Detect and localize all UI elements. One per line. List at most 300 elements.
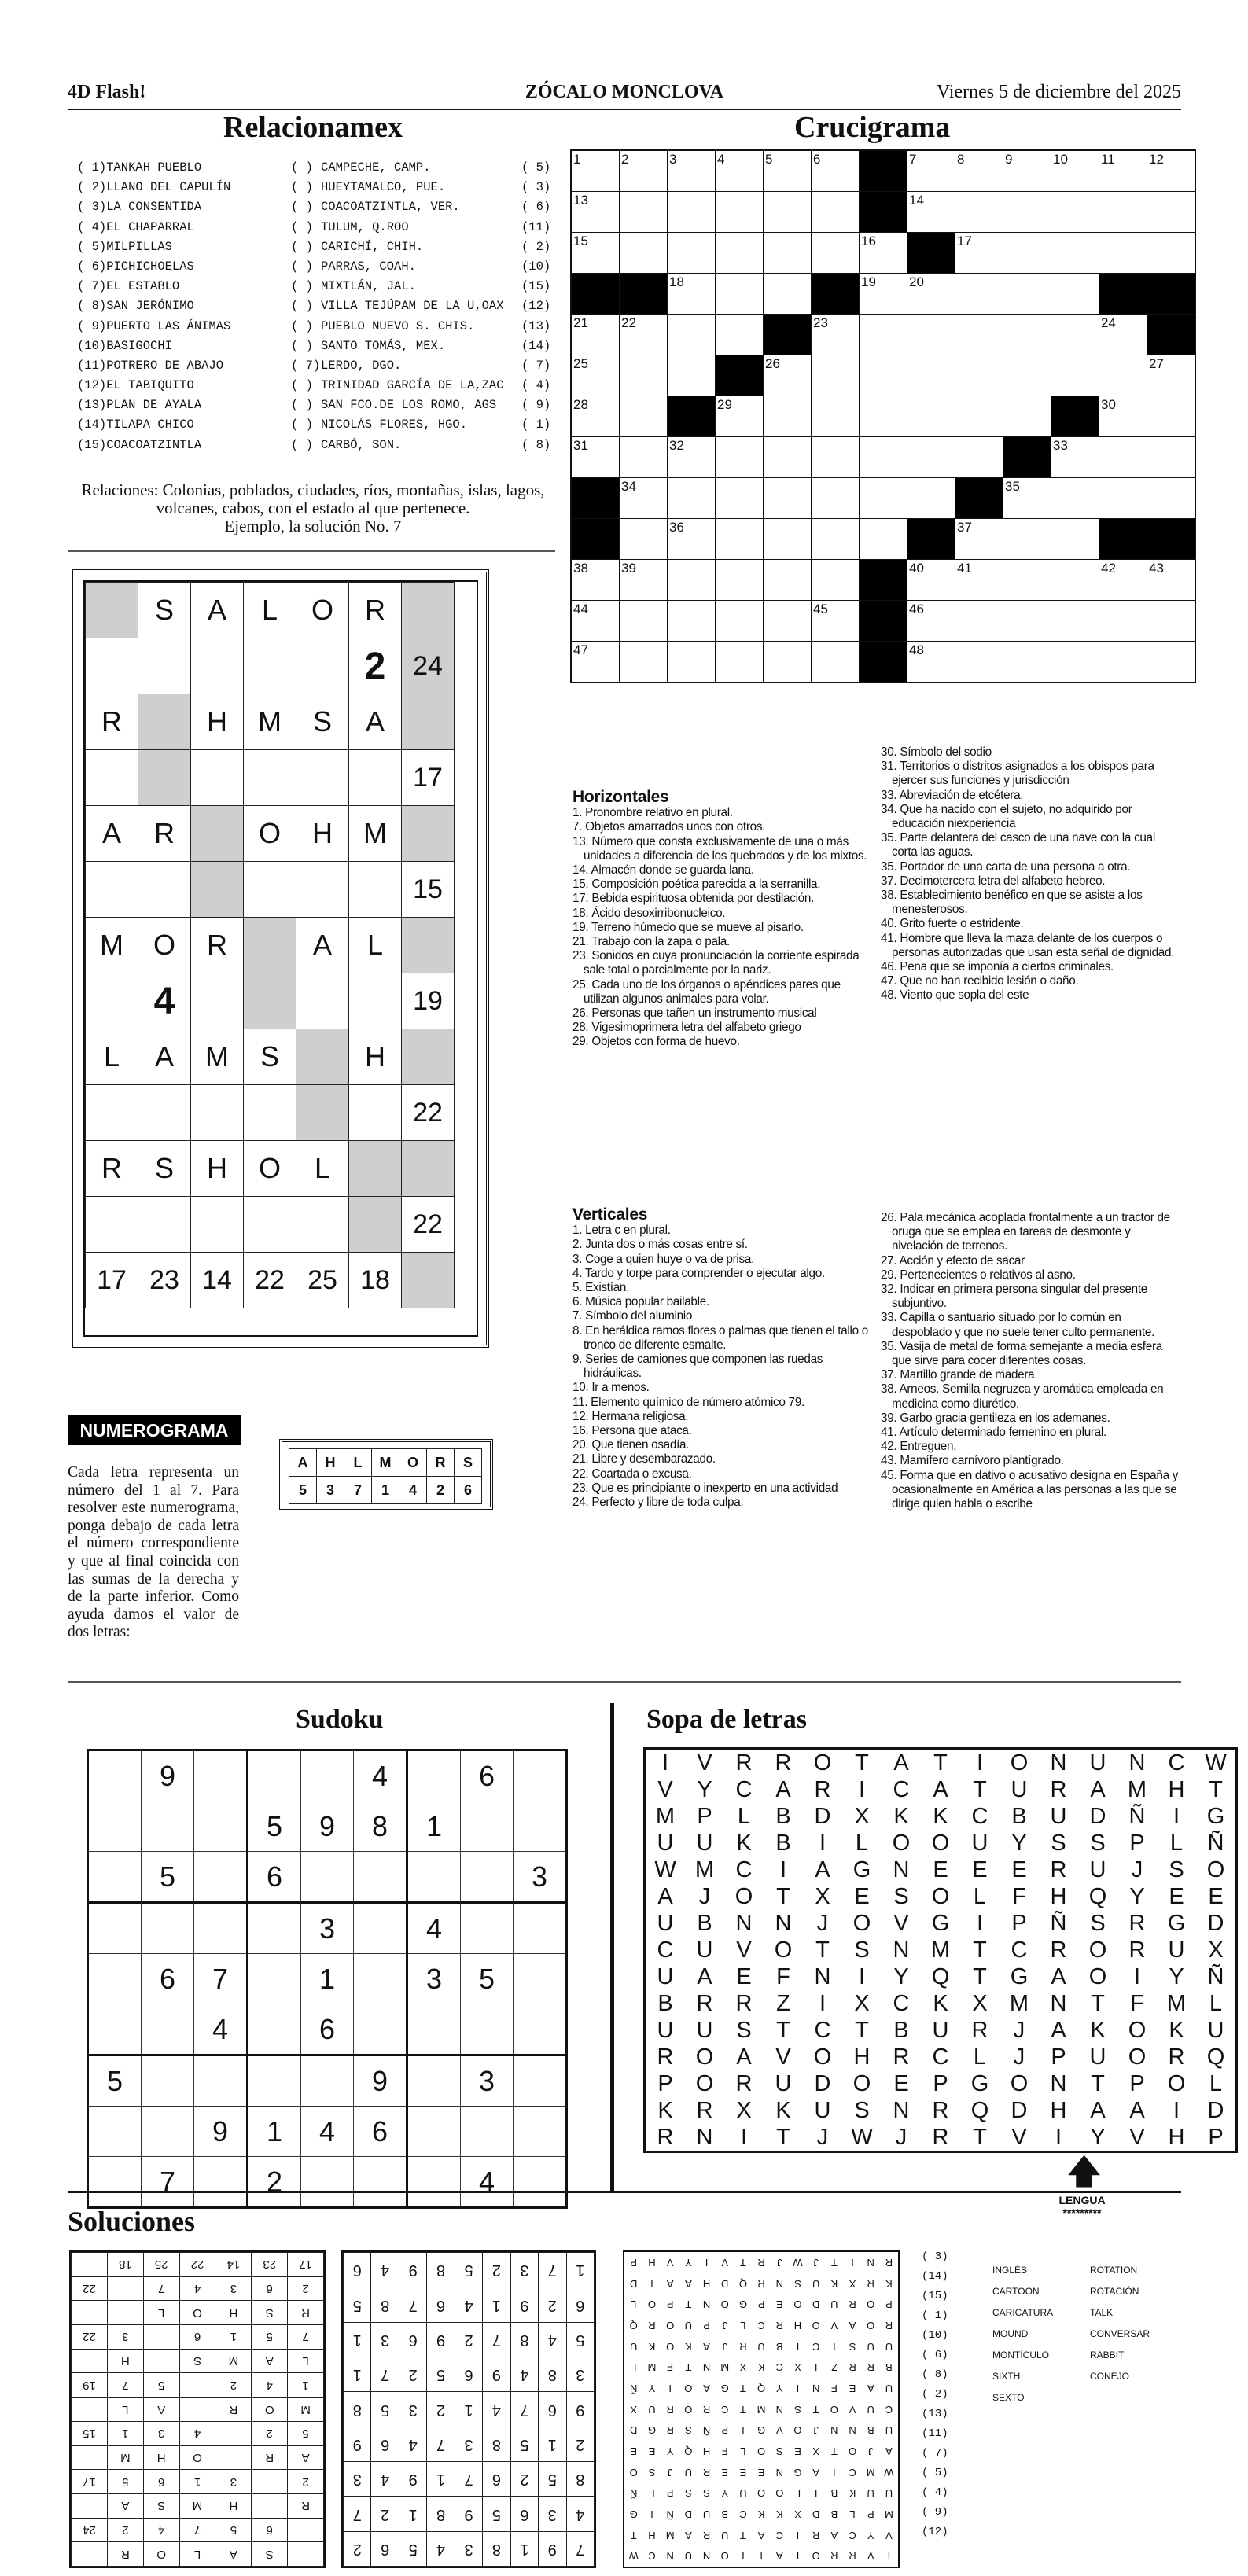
numerograma-row	[86, 1197, 455, 1253]
sopa-letter: N	[814, 1963, 831, 1989]
sol-ng-cell: 17	[288, 2253, 324, 2277]
crucigrama-cell	[668, 437, 716, 478]
sol-sp-row	[624, 2252, 898, 2273]
sopa-letter: Y	[1011, 1830, 1027, 1856]
sol-sd-row	[344, 2287, 595, 2322]
sol-sp-letter: P	[757, 2298, 765, 2311]
numerograma-cell: H	[191, 1141, 244, 1197]
sopa-letter: C	[893, 1776, 910, 1802]
sopa-letter: O	[1206, 1857, 1225, 1882]
sol-ng-cell: M	[107, 2445, 143, 2470]
sol-sp-letter: N	[775, 2277, 783, 2290]
numerograma-cell	[244, 638, 296, 694]
sopa-letter: L	[855, 1830, 869, 1856]
sol-sp-letter: R	[830, 2550, 838, 2563]
rel-left: (12)EL TABIQUITO	[77, 378, 194, 393]
clue-item: 26. Personas que tañen un instrumento musical	[572, 1006, 817, 1021]
numerograma-row	[86, 973, 455, 1029]
sol-sd-cell: 6	[371, 2531, 399, 2566]
clue-item: 39. Garbo gracia gentileza en los ademanes.	[881, 1411, 1110, 1425]
sol-sp-letter: B	[867, 2424, 874, 2437]
sopa-letter: A	[893, 1750, 909, 1776]
rel-mid: ( )	[291, 180, 313, 195]
crucigrama-cell	[1099, 519, 1147, 560]
crucigrama-cell	[1003, 355, 1051, 396]
sudoku-row	[88, 2157, 567, 2208]
sol-ng-cell: 1	[215, 2325, 252, 2350]
sol-sp-letter: R	[648, 2319, 656, 2331]
sopa-letter: O	[695, 2044, 714, 2070]
sol-sd-cell: 6	[371, 2427, 399, 2461]
crucigrama-cell	[860, 437, 907, 478]
rel-left: ( 3)LA CONSENTIDA	[77, 200, 202, 215]
sol-sd-row	[344, 2392, 595, 2427]
numerograma-key-cell: 5	[289, 1477, 317, 1504]
sol-sp-row	[624, 2441, 898, 2462]
sopa-letter: R	[1050, 1937, 1067, 1963]
crucigrama-row	[571, 150, 1195, 192]
sopa-letter: X	[815, 1883, 830, 1909]
crucigrama-cell	[716, 601, 764, 642]
sol-sp-letter: V	[775, 2424, 783, 2437]
crucigrama-cell	[764, 233, 812, 274]
sol-ng-cell: M	[288, 2398, 324, 2422]
crucigrama-row	[571, 601, 1195, 642]
crucigrama-cell	[955, 478, 1003, 519]
sol-sp-letter: S	[794, 2403, 801, 2416]
sopa-row	[645, 2070, 1237, 2097]
sol-sp-row	[624, 2504, 898, 2525]
sol-sp-letter: N	[702, 2361, 711, 2374]
crucigrama-cell	[955, 192, 1003, 233]
sol-ng-cell	[288, 2518, 324, 2542]
crucigrama-cell	[571, 315, 620, 355]
sudoku-cell: 4	[301, 2107, 354, 2157]
sopa-letter: S	[854, 2097, 870, 2123]
clue-item: 11. Elemento químico de número atómico 79.	[572, 1395, 804, 1409]
sopa-letter: N	[775, 1910, 792, 1936]
sol-sp-row	[624, 2315, 898, 2336]
sopa-letter: T	[855, 1750, 869, 1776]
numerograma-key-cell: 6	[455, 1477, 482, 1504]
page-header	[68, 80, 1181, 110]
crucigrama-cell	[955, 274, 1003, 315]
sopa-letter: R	[657, 2124, 674, 2150]
sopa-letter: U	[1089, 2044, 1106, 2070]
numerograma-cell: A	[138, 1029, 191, 1085]
sopa-letter: O	[1088, 1963, 1107, 1989]
sopa-letter: S	[1169, 1857, 1184, 1882]
numerograma-key-cell: 1	[372, 1477, 399, 1504]
sopa-letter: O	[813, 2044, 832, 2070]
sopa-letter: R	[971, 2017, 988, 2043]
crucigrama-number: 26	[765, 356, 780, 371]
sol-sp-letter: I	[796, 2382, 800, 2394]
crucigrama-number: 43	[1149, 561, 1164, 576]
sol-sp-row	[624, 2273, 898, 2294]
crucigrama-row	[571, 560, 1195, 601]
sol-sd-cell: 9	[566, 2392, 594, 2427]
sol-sp-letter: S	[648, 2466, 656, 2478]
crucigrama-cell	[716, 396, 764, 437]
crucigrama-cell	[1147, 355, 1196, 396]
sopa-letter: X	[1208, 1937, 1224, 1963]
numerograma-cell	[296, 1085, 349, 1141]
sol-sp-letter: C	[739, 2508, 747, 2520]
crucigrama-number: 20	[909, 274, 924, 289]
sopa-word: INGLÉS	[992, 2265, 1028, 2276]
sopa-letter: R	[657, 2044, 674, 2070]
sopa-letter: B	[893, 2017, 909, 2043]
relacionamex-row	[77, 220, 549, 240]
sol-sp-letter: L	[649, 2487, 655, 2500]
numerograma-cell	[402, 694, 455, 750]
clue-item: 23. Que es principiante o inexperto en una actividad	[572, 1481, 838, 1495]
sol-ng-cell: M	[179, 2493, 215, 2518]
sol-ng-cell: A	[215, 2542, 252, 2567]
numerograma-cell	[296, 750, 349, 806]
sol-ng-cell	[72, 2253, 108, 2277]
sol-ng-cell: H	[107, 2349, 143, 2373]
sopa-letter: T	[1091, 2070, 1105, 2096]
crucigrama-cell	[1003, 601, 1051, 642]
sol-sp-letter: L	[740, 2319, 746, 2331]
crucigrama-cell	[860, 192, 907, 233]
rel-answer: ( 6)	[922, 2349, 948, 2361]
sol-ng-cell: 3	[107, 2325, 143, 2350]
sopa-letter: T	[815, 1937, 830, 1963]
numerograma-cell	[86, 1197, 138, 1253]
crucigrama-row	[571, 233, 1195, 274]
sol-sp-letter: A	[830, 2529, 838, 2541]
numerograma-cell: M	[244, 694, 296, 750]
crucigrama-number: 12	[1149, 152, 1164, 167]
sol-sp-letter: P	[885, 2298, 893, 2311]
crucigrama-cell	[1051, 150, 1099, 192]
sudoku-cell	[248, 1750, 301, 1801]
rel-answer: ( 3)	[922, 2250, 948, 2263]
sol-ng-cell: 5	[143, 2373, 179, 2398]
sol-sp-letter: U	[867, 2487, 874, 2500]
sol-ng-row	[72, 2253, 324, 2277]
crucigrama-cell	[1051, 274, 1099, 315]
sudoku-cell	[248, 1903, 301, 1954]
sopa-letter: Ñ	[1128, 1803, 1146, 1829]
sol-sd-cell: 5	[483, 2497, 510, 2531]
clue-item: 33. Capilla o santuario situado por lo común en despoblado y que no suele tener culto permanente.	[881, 1311, 1154, 1339]
sudoku-cell	[354, 1954, 407, 2004]
sol-sp-letter: T	[630, 2529, 637, 2541]
sopa-letter: A	[697, 1963, 712, 1989]
sudoku-grid	[87, 1749, 568, 2209]
sopa-letter: R	[696, 1990, 713, 2016]
sopa-letter: S	[1090, 1830, 1106, 1856]
crucigrama-cell	[620, 519, 668, 560]
rel-num: (14)	[521, 338, 551, 353]
clue-item: 41. Hombre que lleva la maza delante de los cuerpos o personas autorizadas que usan esta señal de dignidad.	[881, 931, 1175, 959]
sudoku-cell: 6	[142, 1954, 194, 2004]
crucigrama-cell	[620, 192, 668, 233]
sol-sp-letter: A	[849, 2319, 856, 2331]
sol-sp-letter: I	[887, 2550, 891, 2563]
sopa-letter: C	[893, 1990, 910, 2016]
sol-sp-letter: J	[722, 2340, 727, 2353]
sol-ng-cell: 19	[72, 2373, 108, 2398]
crucigrama-number: 31	[573, 438, 588, 453]
numerograma-cell: 2	[349, 638, 402, 694]
sol-sp-letter: R	[867, 2277, 874, 2290]
sopa-letter: A	[815, 1857, 830, 1882]
sol-sd-row	[344, 2462, 595, 2497]
rel-left: ( 4)EL CHAPARRAL	[77, 219, 194, 234]
sol-sp-letter: U	[812, 2277, 820, 2290]
sol-ng-cell: 4	[143, 2518, 179, 2542]
sol-ng-cell: R	[288, 2493, 324, 2518]
sol-sp-letter: A	[812, 2466, 819, 2478]
crucigrama-cell	[860, 150, 907, 192]
sopa-letter: K	[1090, 2017, 1106, 2043]
sol-sp-letter: Q	[684, 2445, 693, 2457]
sol-sp-row	[624, 2399, 898, 2420]
sopa-letter: I	[858, 1776, 866, 1802]
sopa-letter: H	[1050, 1883, 1067, 1909]
numerograma-key-cell: H	[317, 1449, 344, 1477]
numerograma-cell: O	[296, 583, 349, 638]
numerograma-cell: A	[349, 694, 402, 750]
sopa-letter: Ñ	[1207, 1830, 1224, 1856]
sol-sp-letter: I	[650, 2277, 653, 2290]
crucigrama-cell	[907, 601, 955, 642]
clue-item: 8. En heráldica ramos flores o palmas que tienen el tallo o tronco de diferente esmalte.	[572, 1323, 868, 1352]
sol-sd-row	[344, 2497, 595, 2531]
crucigrama-cell	[1003, 519, 1051, 560]
sol-ng-row	[72, 2493, 324, 2518]
clue-item: 2. Junta dos o más cosas entre sí.	[572, 1238, 748, 1252]
sol-sp-letter: P	[867, 2508, 874, 2520]
sol-sp-letter: R	[739, 2340, 747, 2353]
sol-ng-cell: S	[252, 2301, 288, 2325]
sopa-letter: X	[854, 1803, 870, 1829]
sol-sd-cell: 5	[399, 2531, 426, 2566]
rel-mid: ( )	[291, 160, 313, 175]
sol-sd-cell: 1	[483, 2287, 510, 2322]
crucigrama-cell	[955, 150, 1003, 192]
numerograma-cell: O	[244, 806, 296, 862]
crucigrama-cell	[907, 274, 955, 315]
sudoku-cell: 4	[194, 2004, 248, 2055]
rel-mid: ( )	[291, 299, 313, 314]
sopa-letter: M	[930, 1937, 951, 1963]
clue-item: 40. Grito fuerte o estridente.	[881, 917, 1024, 931]
sol-ng-cell: 22	[72, 2325, 108, 2350]
sol-ng-cell: 5	[107, 2470, 143, 2494]
crucigrama-cell	[812, 478, 860, 519]
sopa-letter: U	[696, 1937, 713, 1963]
sol-sp-letter: K	[885, 2277, 893, 2290]
numerograma-cell	[244, 973, 296, 1029]
sol-sp-letter: V	[830, 2319, 838, 2331]
sol-sp-letter: X	[794, 2508, 801, 2520]
sol-sp-letter: N	[830, 2424, 838, 2437]
sudoku-cell: 1	[248, 2107, 301, 2157]
numerograma-cell	[86, 638, 138, 694]
sol-sp-letter: X	[739, 2361, 747, 2374]
sol-sp-letter: G	[757, 2424, 766, 2437]
sopa-letter: D	[1207, 1910, 1224, 1936]
sopa-letter: C	[814, 2017, 831, 2043]
sopa-word: SEXTO	[992, 2392, 1025, 2403]
sopa-letter: C	[735, 1776, 753, 1802]
clue-item: 15. Composición poética parecida a la serranilla.	[572, 878, 821, 892]
crucigrama-number: 5	[765, 152, 773, 167]
crucigrama-cell	[716, 437, 764, 478]
sudoku-cell	[194, 1852, 248, 1903]
clue-item: 26. Pala mecánica acoplada frontalmente a un tractor de oruga que se emplea en tareas de desmonte y nivelación de terrenos.	[881, 1211, 1170, 1253]
clue-item: 10. Ir a menos.	[572, 1381, 650, 1395]
numerograma-row	[86, 1141, 455, 1197]
crucigrama-cell	[571, 478, 620, 519]
numerograma-cell	[191, 1085, 244, 1141]
clue-item: 5. Existían.	[572, 1281, 630, 1295]
sol-sd-cell: 9	[399, 2462, 426, 2497]
crucigrama-cell	[1003, 150, 1051, 192]
sol-sp-letter: V	[849, 2403, 856, 2416]
sol-sp-letter: T	[739, 2529, 746, 2541]
numerograma-row	[86, 806, 455, 862]
numerograma-cell: L	[349, 918, 402, 973]
crucigrama-cell	[1147, 478, 1196, 519]
sol-sd-cell: 1	[566, 2253, 594, 2287]
sopa-letter: T	[855, 2017, 869, 2043]
sopa-letter: R	[1050, 1776, 1067, 1802]
sol-sp-row	[624, 2294, 898, 2315]
sol-sp-letter: I	[814, 2361, 818, 2374]
crucigrama-cell	[1099, 437, 1147, 478]
crucigrama-cell	[1147, 192, 1196, 233]
sol-sp-letter: B	[885, 2361, 893, 2374]
sopa-letter: A	[1129, 2097, 1145, 2123]
sol-sp-letter: E	[648, 2445, 656, 2457]
clue-item: 31. Territorios o distritos asignados a los obispos para ejercer sus funciones y jurisdicción	[881, 760, 1154, 788]
sopa-letter: O	[695, 2070, 714, 2096]
sol-sp-letter: U	[867, 2403, 874, 2416]
crucigrama-row	[571, 315, 1195, 355]
crucigrama-number: 21	[573, 315, 588, 330]
crucigrama-cell	[571, 355, 620, 396]
sudoku-cell: 9	[142, 1750, 194, 1801]
crucigrama-cell	[955, 642, 1003, 683]
sopa-letter: K	[893, 1803, 909, 1829]
sol-sp-letter: O	[775, 2487, 784, 2500]
crucigrama-cell	[571, 192, 620, 233]
sol-ng-cell: 2	[107, 2518, 143, 2542]
sol-sp-letter: I	[851, 2256, 854, 2269]
sol-sp-letter: R	[702, 2403, 711, 2416]
sopa-letter: N	[1050, 2070, 1067, 2096]
soluciones-title: Soluciones	[68, 2206, 196, 2237]
sol-ng-cell: 7	[107, 2373, 143, 2398]
sudoku-cell	[88, 1852, 142, 1903]
sol-sd-cell: 5	[344, 2287, 372, 2322]
sol-sp-letter: W	[628, 2550, 639, 2563]
numerograma-row	[86, 862, 455, 918]
sol-sd-cell: 4	[455, 2287, 482, 2322]
crucigrama-cell	[1051, 601, 1099, 642]
crucigrama-cell	[1003, 192, 1051, 233]
sol-sp-letter: U	[684, 2466, 693, 2478]
sopa-letter: Y	[697, 1776, 712, 1802]
sol-sp-letter: N	[849, 2424, 856, 2437]
sopa-letter: I	[976, 1750, 984, 1776]
sol-sp-letter: U	[885, 2487, 893, 2500]
sol-sd-cell: 4	[399, 2427, 426, 2461]
sol-sd-cell: 4	[427, 2531, 455, 2566]
sopa-letter: L	[1209, 2070, 1223, 2096]
sol-sp-letter: U	[739, 2487, 747, 2500]
sudoku-cell	[301, 1750, 354, 1801]
numerograma-cell	[244, 918, 296, 973]
rel-num: (15)	[521, 279, 551, 294]
crucigrama-cell	[812, 192, 860, 233]
sol-sp-letter: O	[812, 2319, 820, 2331]
sudoku-row	[88, 1750, 567, 1801]
sol-sd-cell: 6	[344, 2253, 372, 2287]
crucigrama-grid	[570, 149, 1196, 683]
numerograma-cell: 23	[138, 1253, 191, 1308]
numerograma-cell: S	[244, 1029, 296, 1085]
sopa-letter: E	[972, 1857, 988, 1882]
sopa-letter: A	[736, 2044, 752, 2070]
crucigrama-cell	[620, 315, 668, 355]
sudoku-cell: 6	[301, 2004, 354, 2055]
sopa-letter: T	[1091, 1990, 1105, 2016]
sudoku-cell	[461, 1801, 514, 1852]
sol-sp-letter: C	[885, 2403, 893, 2416]
sol-sd-cell: 2	[455, 2322, 482, 2357]
crucigrama-cell	[620, 150, 668, 192]
sopa-word: RABBIT	[1090, 2350, 1125, 2361]
sopa-letter: A	[1090, 2097, 1106, 2123]
rel-mid: ( )	[291, 259, 313, 274]
crucigrama-number: 4	[717, 152, 725, 167]
crucigrama-row	[571, 274, 1195, 315]
sol-sp-letter: A	[666, 2277, 674, 2290]
sol-sp-letter: Y	[648, 2382, 656, 2394]
relacionamex-row	[77, 398, 549, 418]
sudoku-cell	[248, 2004, 301, 2055]
sudoku-cell	[88, 1903, 142, 1954]
crucigrama-number: 16	[861, 234, 876, 248]
crucigrama-row	[571, 519, 1195, 560]
horizontales-title: Horizontales	[572, 788, 669, 806]
sudoku-cell: 4	[461, 2157, 514, 2208]
sudoku-cell	[142, 2004, 194, 2055]
sol-sp-letter: C	[775, 2361, 783, 2374]
crucigrama-cell	[1003, 437, 1051, 478]
sol-sd-row	[344, 2531, 595, 2566]
sol-sp-letter: C	[775, 2529, 783, 2541]
sopa-letter: V	[657, 1776, 673, 1802]
crucigrama-row	[571, 478, 1195, 519]
sol-sp-letter: T	[685, 2361, 692, 2374]
numerograma-cell	[244, 750, 296, 806]
sol-sp-letter: D	[812, 2508, 820, 2520]
sol-sd-cell: 7	[510, 2392, 538, 2427]
sopa-title: Sopa de letras	[646, 1705, 807, 1734]
sudoku-cell	[354, 1852, 407, 1903]
rel-answer: ( 7)	[922, 2447, 948, 2460]
sol-sd-cell: 2	[344, 2531, 372, 2566]
